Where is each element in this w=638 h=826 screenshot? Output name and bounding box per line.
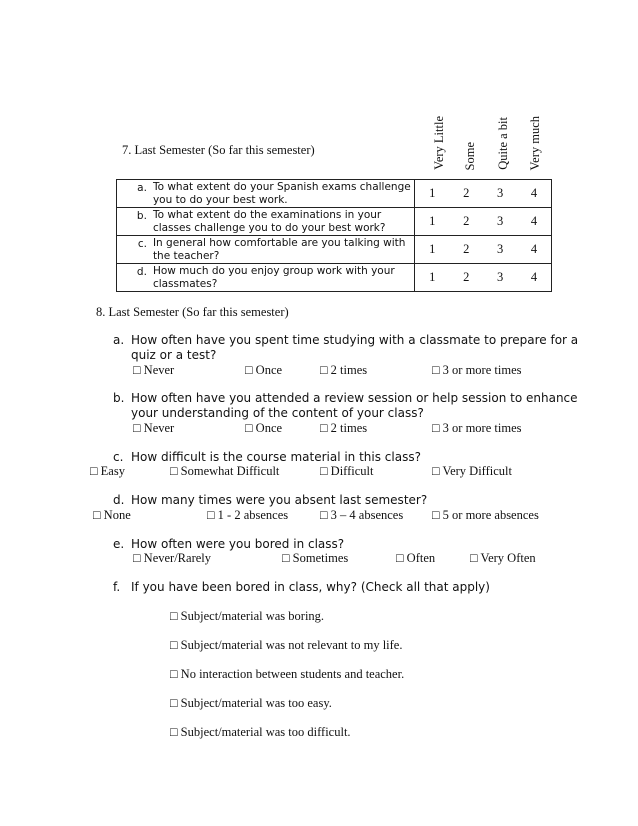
rating-2[interactable]: 2 [463, 214, 470, 228]
q7-row-d [117, 264, 551, 291]
q8e-option-never-rarely[interactable]: □ Never/Rarely [133, 551, 212, 565]
q8a-option-2-times[interactable]: □ 2 times [320, 363, 368, 377]
row-question: In general how comfortable are you talking with the teacher? [153, 236, 415, 263]
q8e-option-sometimes[interactable]: □ Sometimes [282, 551, 349, 565]
q8a-question-line2: quiz or a test? [131, 348, 217, 362]
rating-1[interactable]: 1 [429, 270, 436, 284]
q8b-letter: b. [113, 391, 125, 405]
q7-row-b [117, 208, 551, 236]
q8-title: 8. Last Semester (So far this semester) [96, 305, 289, 319]
rating-2[interactable]: 2 [463, 242, 470, 256]
rating-2[interactable]: 2 [463, 186, 470, 200]
row-letter: d. [136, 266, 147, 278]
row-letter: b. [136, 210, 147, 222]
row-question: To what extent do the examinations in your classes challenge you to do your best work? [153, 208, 415, 235]
q8b-question-line2: your understanding of the content of your class? [131, 406, 424, 420]
rating-3[interactable]: 3 [497, 242, 504, 256]
row-letter: a. [137, 182, 147, 194]
q8f-letter: f. [113, 580, 121, 594]
scale-header-very-much: Very much [528, 115, 542, 170]
q8b-option-3-or-more[interactable]: □ 3 or more times [432, 421, 522, 435]
scale-header-some: Some [463, 141, 477, 170]
rating-4[interactable]: 4 [530, 186, 538, 200]
q8c-option-somewhat-difficult[interactable]: □ Somewhat Difficult [170, 464, 280, 478]
row-question: To what extent do your Spanish exams challenge you to do your best work. [153, 180, 415, 207]
q8c-question: How difficult is the course material in this class? [131, 450, 421, 464]
rating-3[interactable]: 3 [497, 270, 504, 284]
rating-3[interactable]: 3 [497, 214, 504, 228]
q8d-option-3-4-absences[interactable]: □ 3 – 4 absences [320, 508, 404, 522]
rating-1[interactable]: 1 [429, 214, 436, 228]
rating-1[interactable]: 1 [429, 242, 436, 256]
q8f-option-boring[interactable]: □ Subject/material was boring. [170, 609, 325, 623]
scale-header-very-little: Very Little [432, 116, 446, 170]
q7-rating-table [116, 179, 552, 292]
scale-header-quite-a-bit: Quite a bit [496, 117, 510, 170]
q8f-option-too-easy[interactable]: □ Subject/material was too easy. [170, 696, 332, 710]
q8d-option-1-2-absences[interactable]: □ 1 - 2 absences [207, 508, 289, 522]
q8b-option-never[interactable]: □ Never [133, 421, 175, 435]
q8b-option-2-times[interactable]: □ 2 times [320, 421, 368, 435]
q8b-option-once[interactable]: □ Once [245, 421, 283, 435]
q8c-option-difficult[interactable]: □ Difficult [320, 464, 374, 478]
q8e-letter: e. [113, 537, 125, 551]
q8c-option-very-difficult[interactable]: □ Very Difficult [432, 464, 512, 478]
q8e-option-very-often[interactable]: □ Very Often [470, 551, 536, 565]
q8d-letter: d. [113, 493, 125, 507]
q8c-option-easy[interactable]: □ Easy [90, 464, 125, 478]
q8c-letter: c. [113, 450, 124, 464]
q8f-option-no-interaction[interactable]: □ No interaction between students and teacher. [170, 667, 405, 681]
q8d-option-none[interactable]: □ None [93, 508, 131, 522]
q8a-letter: a. [113, 333, 125, 347]
q8a-question-line1: How often have you spent time studying with a classmate to prepare for a [131, 333, 579, 347]
q7-row-a [117, 180, 551, 208]
rating-2[interactable]: 2 [463, 270, 470, 284]
rating-4[interactable]: 4 [530, 214, 538, 228]
q7-title: 7. Last Semester (So far this semester) [122, 143, 315, 157]
rating-4[interactable]: 4 [530, 270, 538, 284]
q8a-option-3-or-more[interactable]: □ 3 or more times [432, 363, 522, 377]
rating-3[interactable]: 3 [497, 186, 504, 200]
q8f-option-too-difficult[interactable]: □ Subject/material was too difficult. [170, 725, 351, 739]
row-question: How much do you enjoy group work with your classmates? [153, 264, 415, 291]
rating-4[interactable]: 4 [530, 242, 538, 256]
q7-row-c [117, 236, 551, 264]
q8a-option-once[interactable]: □ Once [245, 363, 283, 377]
row-letter: c. [137, 238, 147, 250]
q8e-option-often[interactable]: □ Often [396, 551, 436, 565]
q8b-question-line1: How often have you attended a review session or help session to enhance [131, 391, 578, 405]
q8e-question: How often were you bored in class? [131, 537, 345, 551]
q8d-option-5-or-more[interactable]: □ 5 or more absences [432, 508, 539, 522]
rating-1[interactable]: 1 [429, 186, 436, 200]
q8d-question: How many times were you absent last semester? [131, 493, 428, 507]
q8f-option-not-relevant[interactable]: □ Subject/material was not relevant to my life. [170, 638, 403, 652]
q8a-option-never[interactable]: □ Never [133, 363, 175, 377]
q8f-question: If you have been bored in class, why? (Check all that apply) [131, 580, 490, 594]
